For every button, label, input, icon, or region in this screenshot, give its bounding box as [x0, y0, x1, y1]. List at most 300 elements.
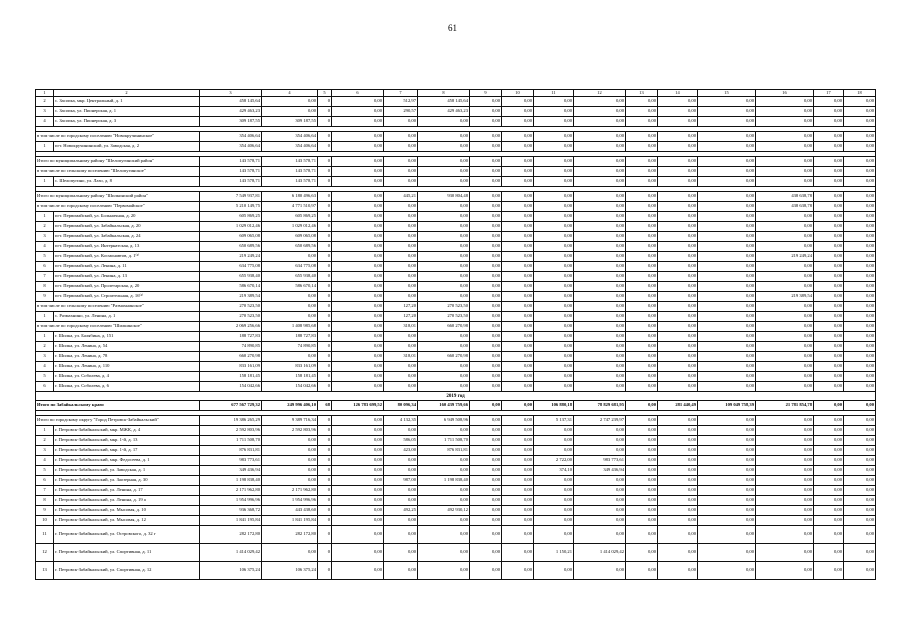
table-cell: 0,00	[534, 322, 574, 332]
table-cell: 309 187,55	[262, 117, 318, 127]
table-cell: 0,00	[844, 292, 876, 302]
table-cell: 0,00	[470, 382, 502, 392]
address-cell: с. Засопка, ул. Пионерская, д. 1	[54, 107, 200, 117]
table-cell: 0,00	[470, 426, 502, 436]
table-cell: 270 523,50	[200, 312, 262, 322]
table-cell: 0,00	[844, 456, 876, 466]
table-cell: 0,00	[534, 362, 574, 372]
table-cell: 0,00	[470, 132, 502, 142]
table-cell: 0,00	[502, 526, 534, 544]
table-cell: 660 270,98	[418, 322, 470, 332]
table-cell: 0,00	[658, 302, 698, 312]
table-cell: 0,00	[502, 282, 534, 292]
table-cell: 0,00	[626, 372, 658, 382]
table-cell: 0,00	[332, 107, 384, 117]
table-cell: 0,00	[814, 192, 844, 202]
table-cell: 0,00	[626, 506, 658, 516]
table-cell: 0,00	[502, 107, 534, 117]
table-cell: 0,00	[418, 212, 470, 222]
table-cell: 0,00	[502, 362, 534, 372]
table-cell: 429 463,23	[200, 107, 262, 117]
row-number: 2	[36, 222, 54, 232]
table-cell: 0,00	[698, 312, 756, 322]
table-cell: 219 249,24	[200, 252, 262, 262]
table-cell: 74 890,85	[262, 342, 318, 352]
table-cell: 0,00	[626, 436, 658, 446]
table-cell: 0,00	[574, 372, 626, 382]
table-cell: 0,00	[418, 426, 470, 436]
table-cell: 0,00	[470, 242, 502, 252]
table-cell: 0,00	[756, 107, 814, 117]
table-cell: 0	[318, 362, 332, 372]
table-cell: 0,00	[534, 142, 574, 152]
table-cell: 0,00	[844, 382, 876, 392]
table-cell: 0,00	[502, 544, 534, 562]
table-cell: 0,00	[698, 282, 756, 292]
table-cell: 0,00	[626, 167, 658, 177]
table-cell: 0,00	[534, 342, 574, 352]
table-cell: 0	[318, 342, 332, 352]
table-cell: 0,00	[502, 292, 534, 302]
table-cell: 0,00	[574, 322, 626, 332]
table-cell: 0,00	[814, 562, 844, 580]
address-cell: с. Засопка, ул. Пионерская, д. 3	[54, 117, 200, 127]
column-number-row	[36, 90, 876, 97]
table-cell: 143 578,71	[262, 157, 318, 167]
table-cell: 0,00	[534, 292, 574, 302]
table-cell: 0,00	[332, 446, 384, 456]
table-cell: 0,00	[418, 342, 470, 352]
table-cell: 0,00	[502, 446, 534, 456]
table-cell: 0,00	[844, 312, 876, 322]
table-cell: 0,00	[418, 117, 470, 127]
table-cell: 0,00	[756, 342, 814, 352]
table-cell: 492,25	[384, 506, 418, 516]
table-cell: 0	[318, 242, 332, 252]
table-cell: 0,00	[384, 262, 418, 272]
registry-table	[35, 89, 876, 580]
table-row	[36, 97, 876, 107]
table-cell: 0,00	[698, 342, 756, 352]
table-cell: 0,00	[698, 322, 756, 332]
table-cell: 158 181,45	[200, 372, 262, 382]
table-cell: 0,00	[626, 456, 658, 466]
table-cell: 0,00	[534, 97, 574, 107]
table-cell: 0,00	[658, 177, 698, 187]
table-cell: 0,00	[844, 496, 876, 506]
table-cell: 0,00	[626, 232, 658, 242]
subtotal-row	[36, 416, 876, 426]
table-cell: 0,00	[384, 456, 418, 466]
table-cell: 655 938,40	[262, 272, 318, 282]
table-cell: 0,00	[332, 544, 384, 562]
table-cell: 876 831,81	[200, 446, 262, 456]
table-cell: 0,00	[814, 222, 844, 232]
table-cell: 290,57	[384, 107, 418, 117]
table-cell: 0,00	[814, 252, 844, 262]
table-cell: 68	[318, 401, 332, 411]
table-cell: 0,00	[658, 516, 698, 526]
table-cell: 0,00	[698, 212, 756, 222]
table-cell: 143 578,71	[200, 177, 262, 187]
table-row	[36, 117, 876, 127]
table-cell: 0,00	[698, 97, 756, 107]
table-cell: 2 171 962,80	[200, 486, 262, 496]
table-cell: 0,00	[332, 456, 384, 466]
row-label: в том числе по сельскому поселению "Размахнинское"	[36, 302, 200, 312]
table-cell: 0,00	[626, 202, 658, 212]
table-cell: 0,00	[262, 446, 318, 456]
table-cell: 0,00	[502, 342, 534, 352]
table-cell: 0,00	[814, 167, 844, 177]
table-cell: 0,00	[384, 292, 418, 302]
table-cell: 0,00	[262, 456, 318, 466]
year-label: 2019 год	[36, 392, 876, 401]
table-cell: 0,00	[574, 302, 626, 312]
table-row	[36, 446, 876, 456]
table-cell: 0,00	[756, 212, 814, 222]
address-cell: с. Размахнино, ул. Ленина, д. 1	[54, 312, 200, 322]
subtotal-row	[36, 322, 876, 332]
address-cell: пгт. Первомайский, ул. Больничная, д. 20	[54, 212, 200, 222]
address-cell: с. Засопка, мкр. Центральный, д. 1	[54, 97, 200, 107]
table-cell: 0,00	[756, 372, 814, 382]
table-cell: 0,00	[756, 272, 814, 282]
table-cell: 374,10	[534, 466, 574, 476]
table-cell: 0,00	[502, 426, 534, 436]
table-cell: 0,00	[844, 272, 876, 282]
table-cell: 0,00	[626, 516, 658, 526]
table-cell: 0,00	[814, 516, 844, 526]
table-cell: 0,00	[534, 132, 574, 142]
table-cell: 0,00	[502, 516, 534, 526]
table-cell: 605 869,25	[262, 212, 318, 222]
table-cell: 0,00	[534, 516, 574, 526]
address-cell: г. Петровск-Забайкальский, ул. Спортивная, д. 11	[54, 544, 200, 562]
table-cell: 0,00	[502, 496, 534, 506]
table-cell: 0	[318, 192, 332, 202]
table-cell: 0,00	[626, 426, 658, 436]
row-number: 1	[36, 212, 54, 222]
table-cell: 0,00	[470, 272, 502, 282]
row-number: 1	[36, 312, 54, 322]
table-cell: 0,00	[502, 486, 534, 496]
table-cell: 0,00	[844, 322, 876, 332]
table-cell: 0,00	[502, 202, 534, 212]
table-cell: 0,00	[574, 312, 626, 322]
table-cell: 0,00	[384, 362, 418, 372]
table-cell: 0,00	[626, 132, 658, 142]
table-cell: 0,00	[574, 157, 626, 167]
table-cell: 0,00	[698, 446, 756, 456]
table-cell: 0	[318, 167, 332, 177]
table-cell: 0,00	[418, 526, 470, 544]
table-cell: 0,00	[332, 132, 384, 142]
table-cell: 106 375,24	[262, 562, 318, 580]
table-cell: 0	[318, 516, 332, 526]
table-cell: 0,00	[384, 132, 418, 142]
table-row	[36, 526, 876, 544]
table-cell: 0,00	[814, 97, 844, 107]
table-cell: 0,00	[844, 401, 876, 411]
table-cell: 0,00	[844, 486, 876, 496]
table-cell: 0,00	[626, 496, 658, 506]
table-cell: 0,00	[332, 177, 384, 187]
table-cell: 0,00	[470, 292, 502, 302]
table-cell: 0,00	[814, 362, 844, 372]
table-cell: 0,00	[844, 446, 876, 456]
address-cell: г. Шилка, ул. Ленина, д. 78	[54, 352, 200, 362]
table-cell: 0,00	[502, 562, 534, 580]
table-cell: 0,00	[470, 544, 502, 562]
table-cell: 0,00	[814, 526, 844, 544]
table-cell: 0,00	[574, 496, 626, 506]
table-cell: 0,00	[658, 272, 698, 282]
table-cell: 0,00	[502, 416, 534, 426]
table-cell: 0,00	[626, 352, 658, 362]
table-row	[36, 372, 876, 382]
row-number: 13	[36, 562, 54, 580]
column-number: 9	[470, 90, 502, 97]
address-cell: г. Петровск-Забайкальский, мкр. МЖК, д. 4	[54, 426, 200, 436]
table-cell: 0,00	[658, 242, 698, 252]
table-cell: 0,00	[844, 192, 876, 202]
table-cell: 0,00	[418, 177, 470, 187]
table-cell: 349 436,94	[574, 466, 626, 476]
row-number: 5	[36, 466, 54, 476]
table-cell: 0,00	[756, 282, 814, 292]
table-cell: 0,00	[262, 312, 318, 322]
table-cell: 0,00	[332, 302, 384, 312]
table-cell: 0,00	[332, 362, 384, 372]
address-cell: г. Шилка, ул. Балябина, д. 151	[54, 332, 200, 342]
table-cell: 0,00	[756, 506, 814, 516]
table-cell: 0,00	[470, 526, 502, 544]
table-cell: 0,00	[698, 167, 756, 177]
table-cell: 0,00	[814, 352, 844, 362]
table-cell: 0,00	[658, 322, 698, 332]
table-cell: 0,00	[574, 132, 626, 142]
table-cell: 0,00	[814, 382, 844, 392]
table-cell: 0,00	[756, 132, 814, 142]
table-cell: 0,00	[658, 192, 698, 202]
table-cell: 318,01	[384, 322, 418, 332]
table-cell: 0,00	[844, 362, 876, 372]
table-cell: 609 065,08	[200, 232, 262, 242]
table-cell: 876 831,81	[418, 446, 470, 456]
table-cell: 0,00	[698, 496, 756, 506]
subtotal-row	[36, 157, 876, 167]
table-cell: 0,00	[756, 262, 814, 272]
table-cell: 0,00	[756, 426, 814, 436]
table-cell: 0,00	[626, 544, 658, 562]
table-cell: 0,00	[418, 362, 470, 372]
table-cell: 0,00	[502, 372, 534, 382]
table-cell: 0,00	[502, 322, 534, 332]
table-cell: 158 181,45	[262, 372, 318, 382]
table-cell: 0,00	[658, 526, 698, 544]
table-cell: 0,00	[658, 372, 698, 382]
table-cell: 0,00	[658, 292, 698, 302]
table-cell: 74 890,85	[200, 342, 262, 352]
table-cell: 0,00	[814, 212, 844, 222]
table-cell: 0,00	[698, 252, 756, 262]
table-cell: 0,00	[574, 272, 626, 282]
table-cell: 0,00	[844, 202, 876, 212]
table-cell: 0,00	[844, 132, 876, 142]
table-cell: 0,00	[814, 282, 844, 292]
table-cell: 0	[318, 232, 332, 242]
table-cell: 0,00	[844, 232, 876, 242]
table-cell: 0,00	[262, 292, 318, 302]
address-cell: пгт. Первомайский, ул. Строительная, д. 16⁽²⁾	[54, 292, 200, 302]
row-label: в том числе по городскому поселению "Первомайское"	[36, 202, 200, 212]
page-number: 61	[448, 23, 457, 33]
table-cell: 0,00	[844, 342, 876, 352]
table-cell: 0,00	[814, 332, 844, 342]
table-cell: 0,00	[658, 142, 698, 152]
table-cell: 0,00	[384, 516, 418, 526]
table-cell: 0,00	[698, 222, 756, 232]
table-cell: 0,00	[470, 157, 502, 167]
table-row	[36, 382, 876, 392]
table-cell: 0,00	[626, 212, 658, 222]
table-cell: 0,00	[698, 436, 756, 446]
table-cell: 0,00	[626, 562, 658, 580]
table-cell: 0,00	[658, 117, 698, 127]
table-cell: 0,00	[534, 252, 574, 262]
table-cell: 0,00	[756, 142, 814, 152]
row-number: 2	[36, 342, 54, 352]
table-row	[36, 292, 876, 302]
table-cell: 0,00	[332, 382, 384, 392]
table-cell: 270 523,50	[418, 312, 470, 322]
column-number: 6	[332, 90, 384, 97]
address-cell: пгт. Первомайский, ул. Ленина, д. 11	[54, 262, 200, 272]
table-cell: 0,00	[658, 362, 698, 372]
table-cell: 0,00	[262, 476, 318, 486]
table-cell: 0,00	[574, 486, 626, 496]
table-cell: 0,00	[470, 282, 502, 292]
table-cell: 0,00	[332, 232, 384, 242]
table-cell: 423,00	[384, 446, 418, 456]
table-cell: 660 270,98	[200, 352, 262, 362]
table-cell: 0	[318, 322, 332, 332]
table-row	[36, 282, 876, 292]
table-cell: 0,00	[814, 436, 844, 446]
address-cell: г. Шилка, ул. Соболева, д. 6	[54, 382, 200, 392]
table-cell: 127,20	[384, 302, 418, 312]
table-cell: 0,00	[844, 372, 876, 382]
table-cell: 0,00	[574, 97, 626, 107]
table-cell: 0,00	[502, 132, 534, 142]
table-cell: 0,00	[470, 117, 502, 127]
table-cell: 0,00	[756, 526, 814, 544]
row-number: 6	[36, 476, 54, 486]
table-cell: 1 150,21	[534, 544, 574, 562]
table-cell: 0,00	[574, 192, 626, 202]
table-cell: 0,00	[332, 352, 384, 362]
table-cell: 0,00	[756, 352, 814, 362]
table-cell: 0,00	[844, 242, 876, 252]
table-cell: 0,00	[756, 476, 814, 486]
address-cell: пгт. Первомайский, ул. Пролетарская, д. 20	[54, 282, 200, 292]
table-row	[36, 232, 876, 242]
row-number: 8	[36, 282, 54, 292]
table-cell: 0,00	[844, 416, 876, 426]
table-cell: 2 722,00	[534, 456, 574, 466]
table-cell: 0,00	[384, 496, 418, 506]
address-cell: пгт. Первомайский, ул. Интернатская, д. 13	[54, 242, 200, 252]
table-cell: 126 783 699,52	[332, 401, 384, 411]
table-cell: 0,00	[418, 496, 470, 506]
table-cell: 0,00	[470, 562, 502, 580]
table-cell: 0	[318, 562, 332, 580]
address-cell: г. Петровск-Забайкальский, ул. Заозерная, д. 30	[54, 476, 200, 486]
table-row	[36, 262, 876, 272]
row-number: 12	[36, 544, 54, 562]
table-row	[36, 272, 876, 282]
table-cell: 0,00	[470, 97, 502, 107]
table-cell: 0,00	[756, 177, 814, 187]
table-cell: 0,00	[844, 352, 876, 362]
table-cell: 0,00	[844, 167, 876, 177]
table-cell: 6 949 508,96	[418, 416, 470, 426]
table-cell: 0,00	[332, 332, 384, 342]
column-number: 17	[814, 90, 844, 97]
table-cell: 0,00	[756, 382, 814, 392]
row-number: 3	[36, 352, 54, 362]
table-cell: 0,00	[502, 142, 534, 152]
table-cell: 0,00	[756, 157, 814, 167]
table-cell: 0,00	[756, 222, 814, 232]
table-cell: 0,00	[534, 117, 574, 127]
table-cell: 0	[318, 252, 332, 262]
table-cell: 0,00	[332, 157, 384, 167]
table-cell: 0,00	[418, 232, 470, 242]
table-cell: 219 249,24	[756, 252, 814, 262]
table-cell: 0,00	[698, 292, 756, 302]
table-cell: 0,00	[756, 242, 814, 252]
table-cell: 0,00	[332, 272, 384, 282]
table-cell: 2 069 256,66	[200, 322, 262, 332]
table-cell: 0,00	[534, 312, 574, 322]
table-cell: 0,00	[626, 97, 658, 107]
table-cell: 0,00	[814, 372, 844, 382]
table-cell: 983 773,61	[574, 456, 626, 466]
table-cell: 0	[318, 107, 332, 117]
table-cell: 0,00	[332, 486, 384, 496]
table-cell: 445,21	[384, 192, 418, 202]
table-cell: 0	[318, 302, 332, 312]
table-cell: 354 406,64	[262, 142, 318, 152]
table-row	[36, 436, 876, 446]
table-cell: 0,00	[574, 526, 626, 544]
table-cell: 0,00	[698, 516, 756, 526]
table-row	[36, 544, 876, 562]
table-cell: 0,00	[502, 262, 534, 272]
table-cell: 0,00	[626, 486, 658, 496]
table-row	[36, 516, 876, 526]
table-cell: 0,00	[574, 292, 626, 302]
table-cell: 106 880,18	[534, 401, 574, 411]
address-cell: г. Шилка, ул. Ленина, д. 110	[54, 362, 200, 372]
table-cell: 154 042,66	[262, 382, 318, 392]
table-cell: 0,00	[658, 202, 698, 212]
table-cell: 0,00	[698, 332, 756, 342]
grand-total-row	[36, 401, 876, 411]
table-cell: 0,00	[626, 272, 658, 282]
